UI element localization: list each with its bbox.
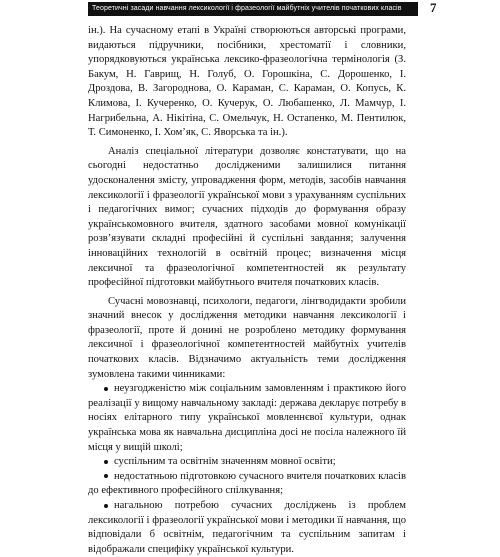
factor-list [88, 382, 406, 557]
list-item [88, 382, 406, 455]
list-item-text: недостатньою підготовкою сучасного вчителя початкових класів до ефективного професійного спілкування; [88, 470, 406, 497]
body-text [88, 24, 406, 557]
paragraph-3: Сучасні мовознавці, психологи, педагоги, лінгводидакти зробили значний внесок у дослідження методики навчання лексикології і фразеології, проте й донині не розроблено методику формування лексичної і фразеологічної компетентностей майбутніх учителів початкових класів. Відзначимо актуальність теми дослідження зумовлена такими чинниками: [88, 295, 406, 380]
list-item [88, 499, 406, 557]
list-item-text: неузгодженістю між соціальним замовленням і практикою його реалізації у вищому навчальному закладі: держава декларує потребу в носіях елітарного типу української мовленнєвої культури, однак українська мова як навчальна дисципліна досі не посіла належного їй місця у вищій школі; [88, 383, 406, 453]
bullet-icon [104, 474, 108, 478]
bullet-icon [104, 504, 108, 508]
bullet-icon [104, 460, 108, 464]
page-number: 7 [430, 0, 437, 15]
running-header: Теоретичні засади навчання лексикології і фразеології майбутніх учителів початкових класів [88, 2, 418, 16]
bullet-icon [104, 387, 108, 391]
paragraph-2: Аналіз спеціальної літератури дозволяє констатувати, що на сьогодні недостатньо дослідженими залишилися питання удосконалення змісту, упровадження форм, методів, засобів навчання лексикології і фразеології української мови з урахуванням суспільних і педагогічних вимог; сучасних підходів до формування образу українськомовного вчителя, здатного засобами мовної комунікації розв’язувати складні професійні й суспільні завдання; залучення інноваційних технологій в освітній процес; визначення місця лексичної та фразеологічної компетентностей як результату професійної підготовки майбутнього вчителя початкових класів. [88, 145, 406, 289]
list-item-text: нагальною потребою сучасних досліджень із проблем лексикології і фразеології української мови і методики її навчання, що відповідали б освітнім, педагогічним та суспільним запитам і відображали специфіку української культури. [88, 500, 406, 555]
list-item [88, 455, 406, 470]
list-item [88, 470, 406, 499]
list-item-text: суспільним та освітнім значенням мовної освіти; [114, 456, 336, 468]
paragraph-1: ін.). На сучасному етапі в Україні створюються авторські програми, видаються підручники, посібники, хрестоматії і словники, упорядковуються українська лексико-фразеологічна термінологія (З. Бакум, Н. Гаврищ, Н. Голуб, О. Горошкіна, С. Дорошенко, І. Дроздова, В. Загороднова, О. Караман, С. Караман, О. Копусь, К. Климова, І. Кучеренко, О. Кучерук, О. Любашенко, Л. Мамчур, І. Нагрибельна, А. Нікітіна, С. Омельчук, Н. Остапенко, М. Пентилюк, Т. Симоненко, І. Хом’як, С. Яворська та ін.). [88, 25, 406, 139]
